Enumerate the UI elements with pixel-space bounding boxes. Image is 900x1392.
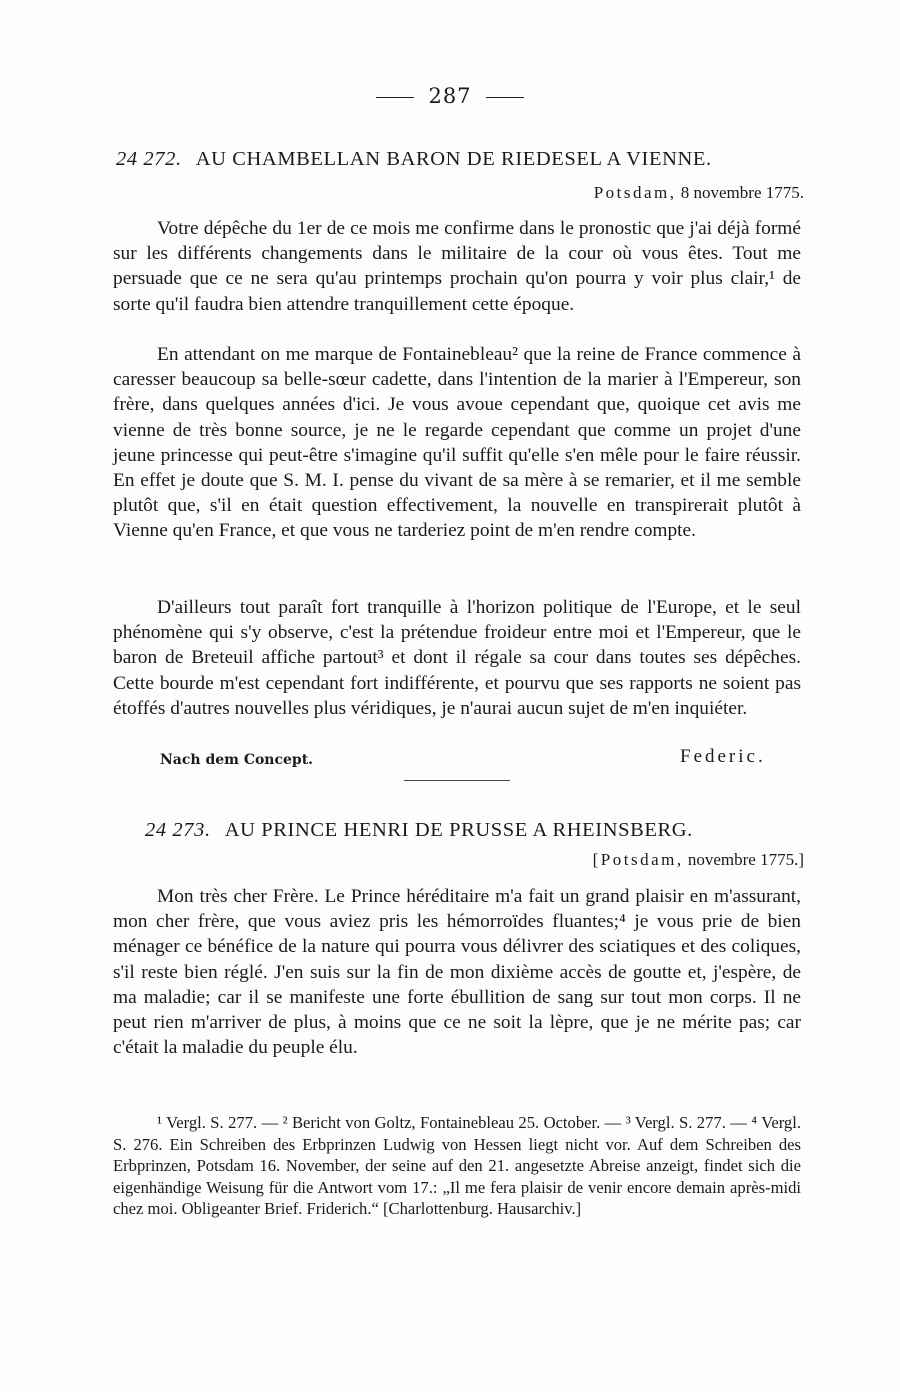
dash-left <box>376 97 414 98</box>
letter-heading-1 <box>116 148 806 171</box>
dash-right <box>486 97 524 98</box>
letter-dateline-1 <box>594 183 804 203</box>
page-number: 287 <box>0 84 900 108</box>
letter-place-1: Potsdam, <box>593 183 677 202</box>
letter2-paragraph: Mon très cher Frère. Le Prince héréditaire m'a fait un grand plaisir en m'assurant, mon cher frère, que vous aviez pris les hémorroïdes fluantes;⁴ je vous prie de bien ménager ce bénéfice de la nature qui pourra vous délivrer des sciatiques et des coliques, s'il reste bien réglé. J'en suis sur la fin de mon dixième accès de goutte et, j'espère, de ma maladie; car il se manifeste une forte ébullition de sang sur tout mon corps. Il ne peut rien m'arriver de plus, à moins que ce ne soit la lèpre, que je ne mérite pas; car c'était la maladie du peuple élu. <box>113 886 801 1059</box>
letter-date-2: novembre 1775.] <box>687 850 804 869</box>
letter-heading-2 <box>145 819 835 842</box>
letter-place-2: [Potsdam, <box>592 850 684 869</box>
letter-date-1: 8 novembre 1775. <box>680 183 804 202</box>
footnotes: ¹ Vergl. S. 277. — ² Bericht von Goltz, Fontainebleau 25. October. — ³ Vergl. S. 277. — ⁴ Vergl. S. 276. Ein Schreiben des Erbprinzen Ludwig von Hessen liegt nicht vor. Auf dem Schreiben des Erbprinzen, Potsdam 16. November, der seine auf den 21. angesetzte Abreise anzeigt, findet sich die eigenhändige Weisung für die Antwort vom 17.: „Il me fera plaisir de venir encore demain après-midi chez moi. Obligeanter Brief. Friderich.“ [Charlottenburg. Hausarchiv.] <box>113 1113 801 1218</box>
letter1-paragraph-1: Votre dépêche du 1er de ce mois me confirme dans le pronostic que j'ai déjà formé sur les différents changements dans le militaire de la cour où vous êtes. Tout me persuade que ce ne sera qu'au printemps prochain qu'on pourra y voir plus clair,¹ de sorte qu'il faudra bien attendre tranquillement cette époque. <box>113 218 801 315</box>
letter-dateline-2 <box>593 850 804 870</box>
letter-title-2: AU PRINCE HENRI DE PRUSSE A RHEINSBERG. <box>224 819 693 841</box>
letter-number-2: 24 273. <box>145 819 211 841</box>
letter-title-1: AU CHAMBELLAN BARON DE RIEDESEL A VIENNE. <box>195 148 712 170</box>
letter-number-1: 24 272. <box>116 148 182 170</box>
letter1-paragraph-3: D'ailleurs tout paraît fort tranquille à l'horizon politique de l'Europe, et le seul phénomène qui s'y observe, c'est la prétendue froideur entre moi et l'Empereur, que le baron de Breteuil affiche partout³ et dont il régale sa cour dans toutes ses dépêches. Cette bourde m'est cependant fort indifférente, et pourvu que ses rapports ne soient pas étoffés d'autres nouvelles plus véridiques, je n'aurai aucun sujet de m'en inquiéter. <box>113 597 801 719</box>
signature: Federic. <box>680 746 766 767</box>
section-divider <box>404 780 510 781</box>
letter1-paragraph-2: En attendant on me marque de Fontainebleau² que la reine de France commence à caresser beaucoup sa belle-sœur cadette, dans l'intention de la marier à l'Empereur, son frère, dans quelques années d'ici. Je vous avoue cependant que, quoique cet avis me vienne de très bonne source, je ne le regarde cependant que comme un projet d'une jeune princesse qui peut-être s'imagine qu'il suffit qu'elle s'en mêle pour le faire réussir. En effet je doute que S. M. I. pense du vivant de sa mère à se remarier, et il me semble plutôt que, s'il en était question effectivement, la nouvelle en transpirerait plutôt à Vienne qu'en France, et que vous ne tarderiez point de m'en rendre compte. <box>113 344 801 542</box>
source-note: Nach dem Concept. <box>160 752 314 768</box>
